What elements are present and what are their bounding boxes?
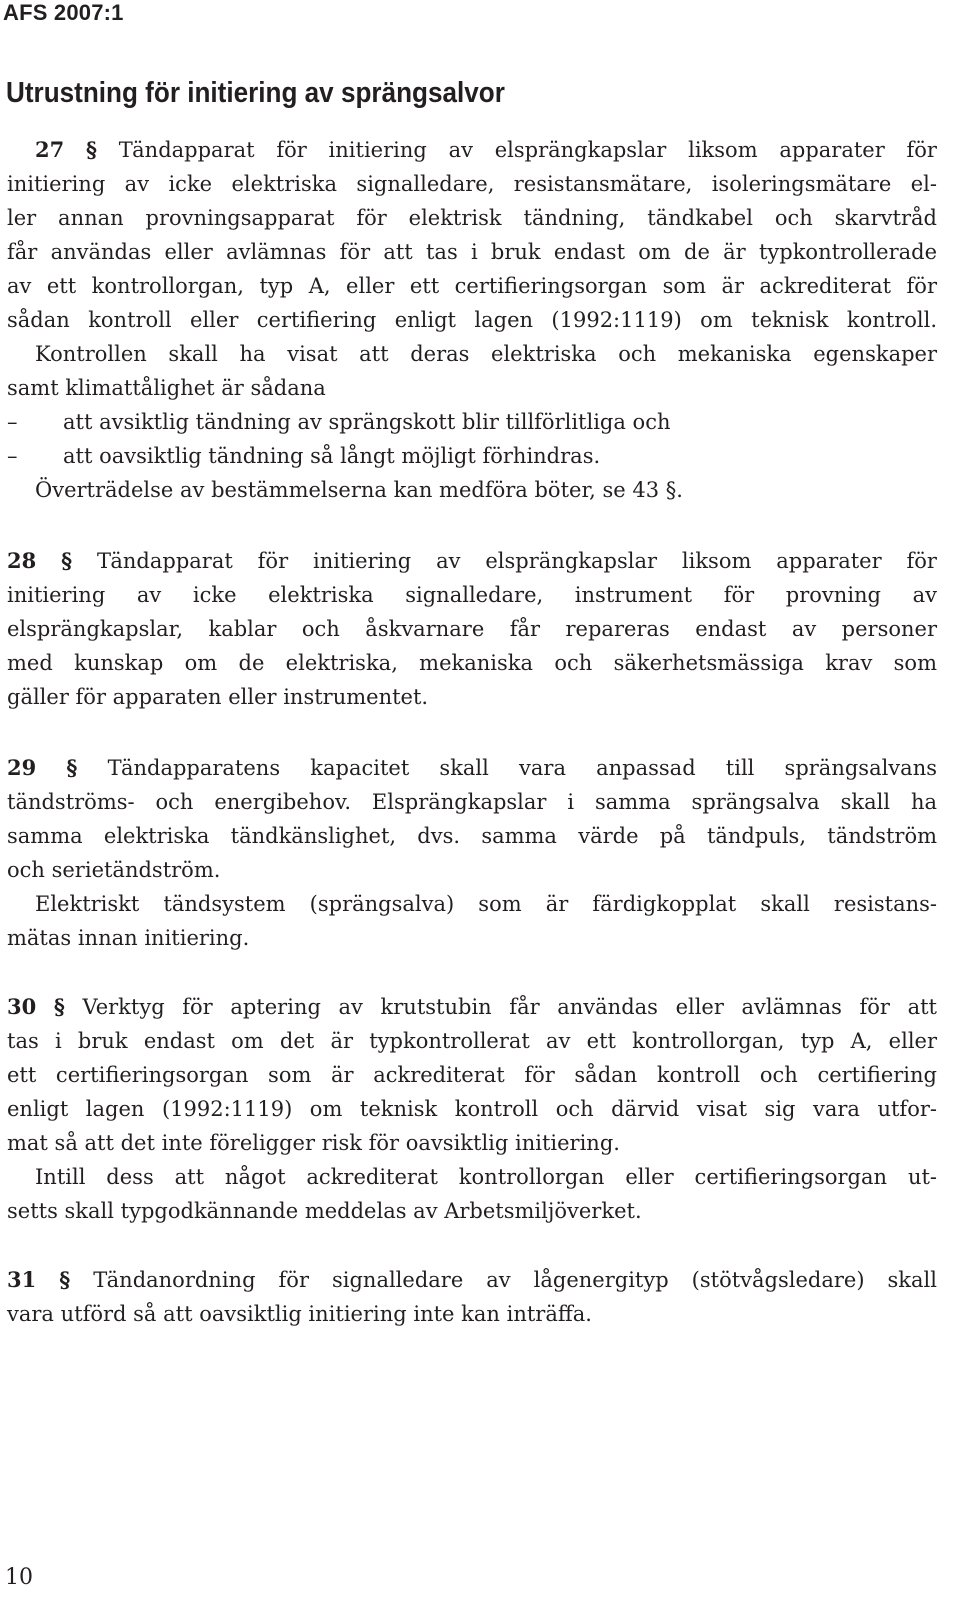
paragraph-number: 27 xyxy=(35,137,65,162)
paragraph-first-line xyxy=(7,544,937,578)
document-body xyxy=(7,133,937,1331)
paragraph-line: samt klimattålighet är sådana xyxy=(7,376,326,400)
paragraph-line: och serietändström. xyxy=(7,858,221,882)
paragraph-line: ett certifieringsorgan som är ackrediterat för sådan kontroll och certifiering xyxy=(7,1063,937,1087)
paragraph-line: mätas innan initiering. xyxy=(7,926,250,950)
paragraph-30 xyxy=(7,990,937,1228)
list-item-text: att oavsiktlig tändning så långt möjligt förhindras. xyxy=(63,444,601,468)
paragraph-first-line xyxy=(7,990,937,1024)
list-item xyxy=(7,405,937,439)
paragraph-line: mat så att det inte föreligger risk för oavsiktlig initiering. xyxy=(7,1131,620,1155)
paragraph-29 xyxy=(7,751,937,955)
paragraph-line: ler annan provningsapparat för elektrisk tändning, tändkabel och skarvtråd xyxy=(7,206,937,230)
paragraph-line: enligt lagen (1992:1119) om teknisk kontroll och därvid visat sig vara utfor- xyxy=(7,1097,937,1121)
paragraph-first-line xyxy=(7,1263,937,1297)
paragraph-line: Elektriskt tändsystem (sprängsalva) som är färdigkopplat skall resistans- xyxy=(35,892,937,916)
list-item-text: att avsiktlig tändning av sprängskott blir tillförlitliga och xyxy=(63,410,671,434)
paragraph-line: tändströms- och energibehov. Elsprängkapslar i samma sprängsalva skall ha xyxy=(7,790,937,814)
paragraph-line: initiering av icke elektriska signalledare, instrument för provning av xyxy=(7,583,937,607)
paragraph-line: vara utförd så att oavsiktlig initiering inte kan inträffa. xyxy=(7,1302,592,1326)
paragraph-line: av ett kontrollorgan, typ A, eller ett certifieringsorgan som är ackrediterat för xyxy=(7,274,937,298)
section-title: Utrustning för initiering av sprängsalvor xyxy=(6,77,505,109)
paragraph-first-line xyxy=(7,133,937,167)
dash-bullet-icon: – xyxy=(7,444,18,468)
list-item xyxy=(7,439,937,473)
paragraph-line: tas i bruk endast om det är typkontrollerat av ett kontrollorgan, typ A, eller xyxy=(7,1029,937,1053)
document-code-header: AFS 2007:1 xyxy=(3,0,124,25)
paragraph-line: med kunskap om de elektriska, mekaniska och säkerhetsmässiga krav som xyxy=(7,651,937,675)
paragraph-number: 31 xyxy=(7,1267,37,1292)
paragraph-line: Kontrollen skall ha visat att deras elektriska och mekaniska egenskaper xyxy=(35,342,937,366)
section-sign-icon: § xyxy=(66,755,78,780)
paragraph-text: Tändapparat för initiering av elsprängkapslar liksom apparater för xyxy=(118,138,937,162)
section-sign-icon: § xyxy=(86,137,97,162)
paragraph-text: Tändanordning för signalledare av lågenergityp (stötvågsledare) skall xyxy=(93,1268,937,1292)
section-sign-icon: § xyxy=(61,548,73,573)
penalty-note: Överträdelse av bestämmelserna kan medföra böter, se 43 §. xyxy=(35,478,683,502)
paragraph-number: 28 xyxy=(7,548,37,573)
paragraph-spacer xyxy=(7,714,937,751)
paragraph-line: gäller för apparaten eller instrumentet. xyxy=(7,685,429,709)
paragraph-line: samma elektriska tändkänslighet, dvs. samma värde på tändpuls, tändström xyxy=(7,824,937,848)
section-sign-icon: § xyxy=(59,1267,71,1292)
section-sign-icon: § xyxy=(53,994,65,1019)
paragraph-line: initiering av icke elektriska signalledare, resistansmätare, isoleringsmätare el- xyxy=(7,172,937,196)
paragraph-31 xyxy=(7,1263,937,1331)
paragraph-line: får användas eller avlämnas för att tas i bruk endast om de är typkontrollerade xyxy=(7,240,937,264)
paragraph-spacer xyxy=(7,955,937,990)
paragraph-number: 30 xyxy=(7,994,37,1019)
paragraph-line: setts skall typgodkännande meddelas av Arbetsmiljöverket. xyxy=(7,1199,642,1223)
paragraph-line: elsprängkapslar, kablar och åskvarnare får repareras endast av personer xyxy=(7,617,937,641)
paragraph-spacer xyxy=(7,1228,937,1263)
page-number: 10 xyxy=(5,1565,33,1590)
paragraph-text: Verktyg för aptering av krutstubin får användas eller avlämnas för att xyxy=(82,995,937,1019)
paragraph-27 xyxy=(7,133,937,507)
paragraph-text: Tändapparatens kapacitet skall vara anpassad till sprängsalvans xyxy=(107,756,937,780)
paragraph-28 xyxy=(7,544,937,714)
paragraph-number: 29 xyxy=(7,755,37,780)
dash-bullet-icon: – xyxy=(7,410,18,434)
paragraph-spacer xyxy=(7,507,937,544)
paragraph-line: Intill dess att något ackrediterat kontrollorgan eller certifieringsorgan ut- xyxy=(35,1165,937,1189)
paragraph-text: Tändapparat för initiering av elsprängkapslar liksom apparater för xyxy=(96,549,937,573)
paragraph-first-line xyxy=(7,751,937,785)
paragraph-line: sådan kontroll eller certifiering enligt lagen (1992:1119) om teknisk kontroll. xyxy=(7,308,937,332)
